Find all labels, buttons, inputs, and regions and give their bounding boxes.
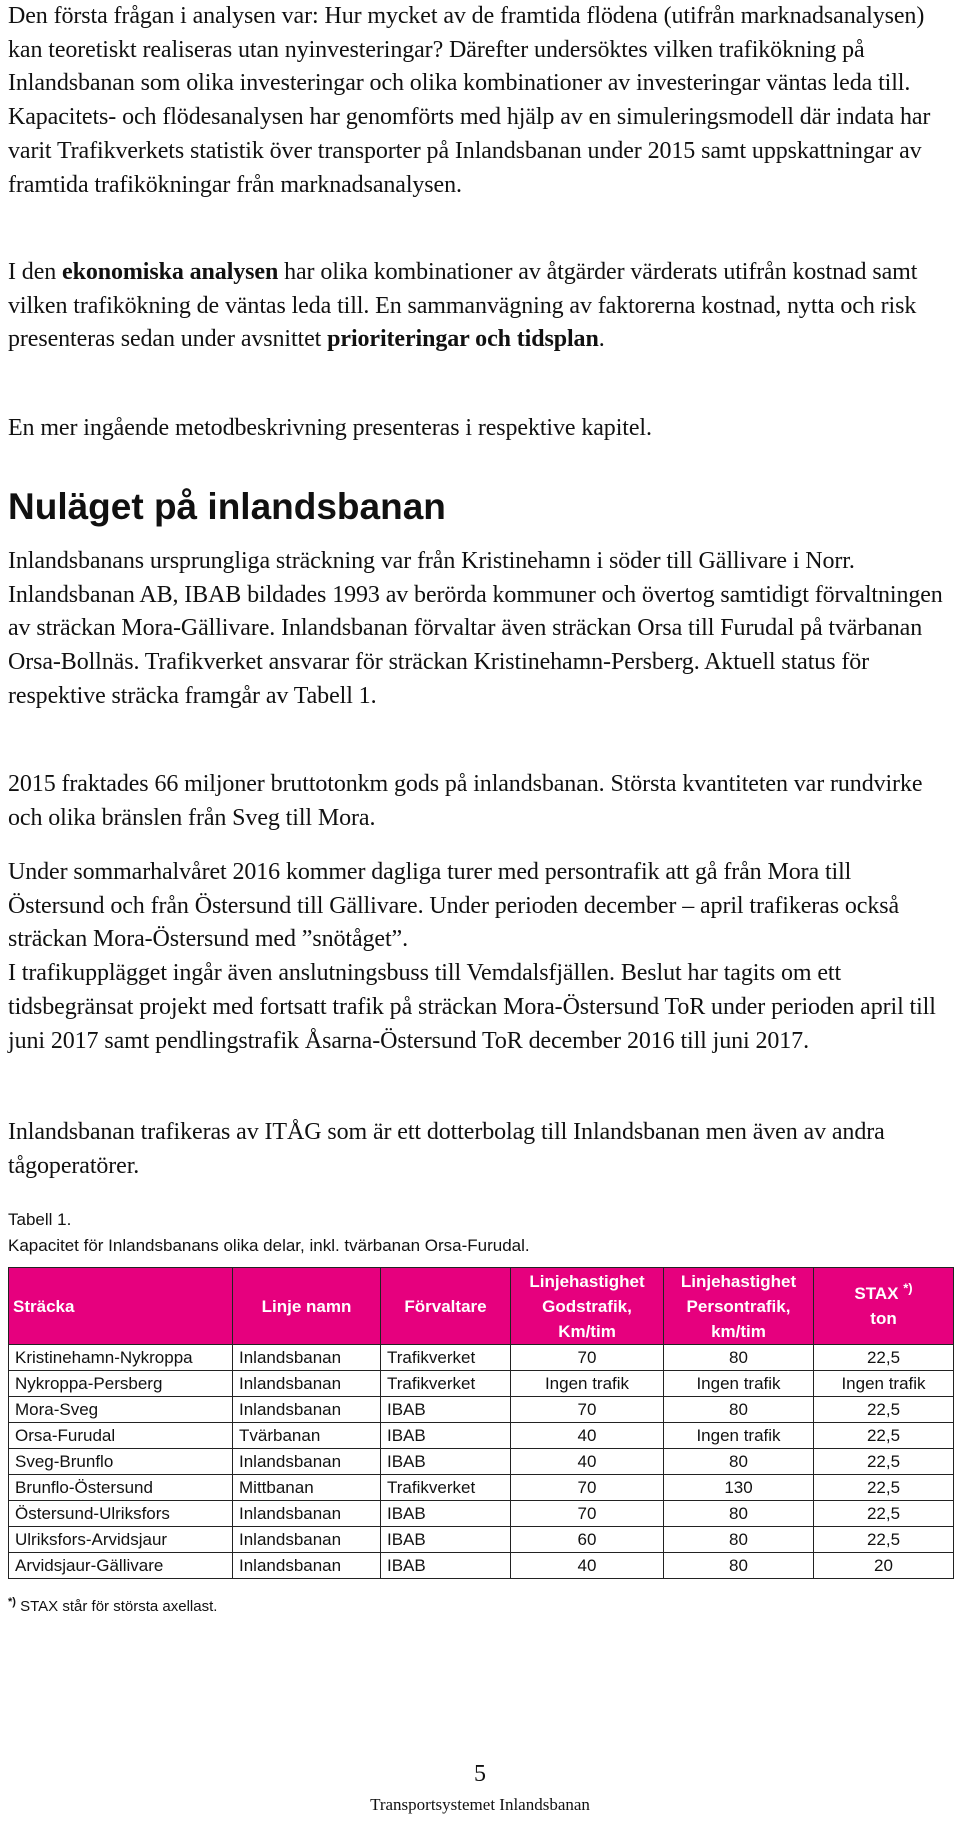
cell-stax: 22,5 [814,1527,954,1553]
cell-forvaltare: IBAB [381,1397,511,1423]
cell-person: 80 [664,1449,814,1475]
table-caption-label: Tabell 1. [8,1210,72,1229]
paragraph-text: har olika kombinationer av åtgärder värderats utifrån kostnad samt vilken trafikökning de väntas leda till. En sammanvägning av faktorerna kostnad, nytta och risk presenteras sedan under avsnittet [8,259,918,353]
cell-stracka: Kristinehamn-Nykroppa [9,1345,233,1371]
cell-gods: 40 [511,1423,664,1449]
cell-stracka: Nykroppa-Persberg [9,1371,233,1397]
paragraph-passenger-traffic [8,856,952,1058]
cell-linje: Inlandsbanan [233,1449,381,1475]
cell-person: Ingen trafik [664,1371,814,1397]
table-row [9,1501,954,1527]
paragraph-text: I den [8,259,63,285]
cell-gods: 40 [511,1553,664,1579]
paragraph-method-description: En mer ingående metodbeskrivning presenteras i respektive kapitel. [8,415,652,441]
cell-person: 80 [664,1345,814,1371]
cell-gods: 70 [511,1345,664,1371]
cell-gods: 60 [511,1527,664,1553]
section-heading: Nuläget på inlandsbanan [8,486,446,527]
capacity-table [8,1267,954,1579]
cell-gods: Ingen trafik [511,1371,664,1397]
cell-gods: 70 [511,1501,664,1527]
header-linje-namn: Linje namn [233,1268,381,1345]
cell-linje: Inlandsbanan [233,1553,381,1579]
table-caption-text: Kapacitet för Inlandsbanans olika delar, inkl. tvärbanan Orsa-Furudal. [8,1236,530,1255]
cell-forvaltare: IBAB [381,1553,511,1579]
header-godstrafik: Linjehastighet Godstrafik, Km/tim [511,1268,664,1345]
footnote-text: STAX står för största axellast. [15,1598,218,1615]
cell-person: Ingen trafik [664,1423,814,1449]
cell-stax: 22,5 [814,1501,954,1527]
cell-forvaltare: IBAB [381,1449,511,1475]
cell-stax: 22,5 [814,1345,954,1371]
bold-term-economic-analysis: ekonomiska analysen [62,259,279,285]
table-row [9,1371,954,1397]
header-stax-label: STAX [854,1284,899,1303]
cell-stracka: Östersund-Ulriksfors [9,1501,233,1527]
paragraph-method-capacity: Den första frågan i analysen var: Hur mycket av de framtida flödena (utifrån marknadsanalysen) kan teoretiskt realiseras utan nyinvesteringar? Därefter undersöktes vilken trafikökning på Inlandsbanan som olika investeringar och olika kombinationer av investeringar väntas leda till. Kapacitets- och flödesanalysen har genomförts med hjälp av en simuleringsmodell där indata har varit Trafikverkets statistik över transporter på Inlandsbanan under 2015 samt uppskattningar av framtida trafikökningar från marknadsanalysen. [8,3,931,198]
cell-stracka: Mora-Sveg [9,1397,233,1423]
paragraph-text: . [598,326,605,353]
cell-forvaltare: Trafikverket [381,1475,511,1501]
table-row [9,1449,954,1475]
paragraph-operators: Inlandsbanan trafikeras av ITÅG som är ett dotterbolag till Inlandsbanan men även av andra tågoperatörer. [8,1119,885,1179]
cell-forvaltare: IBAB [381,1527,511,1553]
bold-term-priorities: prioriteringar och tidsplan [327,326,599,353]
cell-forvaltare: IBAB [381,1423,511,1449]
cell-gods: 70 [511,1397,664,1423]
table-row [9,1527,954,1553]
table-header-row [9,1268,954,1345]
cell-stracka: Orsa-Furudal [9,1423,233,1449]
cell-linje: Inlandsbanan [233,1501,381,1527]
header-stax [814,1268,954,1345]
paragraph-route-history: Inlandsbanans ursprungliga sträckning var från Kristinehamn i söder till Gällivare i Norr. Inlandsbanan AB, IBAB bildades 1993 av berörda kommuner och övertog samtidigt förvaltningen av sträckan Mora-Gällivare. Inlandsbanan förvaltar även sträckan Orsa till Furudal på tvärbanan Orsa-Bollnäs. Trafikverket ansvarar för sträckan Kristinehamn-Persberg. Aktuell status för respektive sträcka framgår av Tabell 1. [8,548,943,709]
paragraph-economic-analysis [8,256,952,357]
cell-stracka: Ulriksfors-Arvidsjaur [9,1527,233,1553]
cell-stax: 22,5 [814,1423,954,1449]
cell-forvaltare: IBAB [381,1501,511,1527]
cell-gods: 40 [511,1449,664,1475]
cell-linje: Inlandsbanan [233,1527,381,1553]
header-stax-sup: *) [903,1280,913,1296]
cell-person: 80 [664,1527,814,1553]
footnote-mark: *) [8,1596,16,1608]
table-row [9,1345,954,1371]
table-footnote [8,1598,217,1615]
table-row [9,1553,954,1579]
table-row [9,1423,954,1449]
header-forvaltare: Förvaltare [381,1268,511,1345]
cell-linje: Inlandsbanan [233,1397,381,1423]
cell-linje: Mittbanan [233,1475,381,1501]
cell-stracka: Brunflo-Östersund [9,1475,233,1501]
cell-forvaltare: Trafikverket [381,1345,511,1371]
paragraph-text: Under sommarhalvåret 2016 kommer dagliga turer med persontrafik att gå från Mora till Östersund och från Östersund till Gällivare. Under perioden december – april trafikeras också sträckan Mora-Östersund med ”snötåget”. [8,859,900,953]
cell-linje: Inlandsbanan [233,1345,381,1371]
cell-stax: Ingen trafik [814,1371,954,1397]
cell-forvaltare: Trafikverket [381,1371,511,1397]
page-number: 5 [474,1761,486,1787]
cell-linje: Inlandsbanan [233,1371,381,1397]
cell-stax: 22,5 [814,1449,954,1475]
cell-stracka: Arvidsjaur-Gällivare [9,1553,233,1579]
paragraph-text: I trafikupplägget ingår även anslutningsbuss till Vemdalsfjällen. Beslut har tagits om ett tidsbegränsat projekt med fortsatt trafik på sträckan Mora-Östersund ToR under perioden april till juni 2017 samt pendlingstrafik Åsarna-Östersund ToR december 2016 till juni 2017. [8,960,936,1054]
table-row [9,1475,954,1501]
cell-stax: 22,5 [814,1475,954,1501]
header-stax-unit: ton [870,1309,897,1328]
header-persontrafik: Linjehastighet Persontrafik, km/tim [664,1268,814,1345]
document-footer-title: Transportsystemet Inlandsbanan [370,1795,590,1814]
cell-person: 80 [664,1501,814,1527]
paragraph-freight-2015: 2015 fraktades 66 miljoner bruttotonkm gods på inlandsbanan. Största kvantiteten var rundvirke och olika bränslen från Sveg till Mora. [8,771,923,831]
cell-stax: 20 [814,1553,954,1579]
cell-person: 80 [664,1553,814,1579]
cell-linje: Tvärbanan [233,1423,381,1449]
cell-person: 80 [664,1397,814,1423]
cell-stax: 22,5 [814,1397,954,1423]
table-row [9,1397,954,1423]
header-stracka: Sträcka [9,1268,233,1345]
cell-gods: 70 [511,1475,664,1501]
cell-person: 130 [664,1475,814,1501]
cell-stracka: Sveg-Brunflo [9,1449,233,1475]
